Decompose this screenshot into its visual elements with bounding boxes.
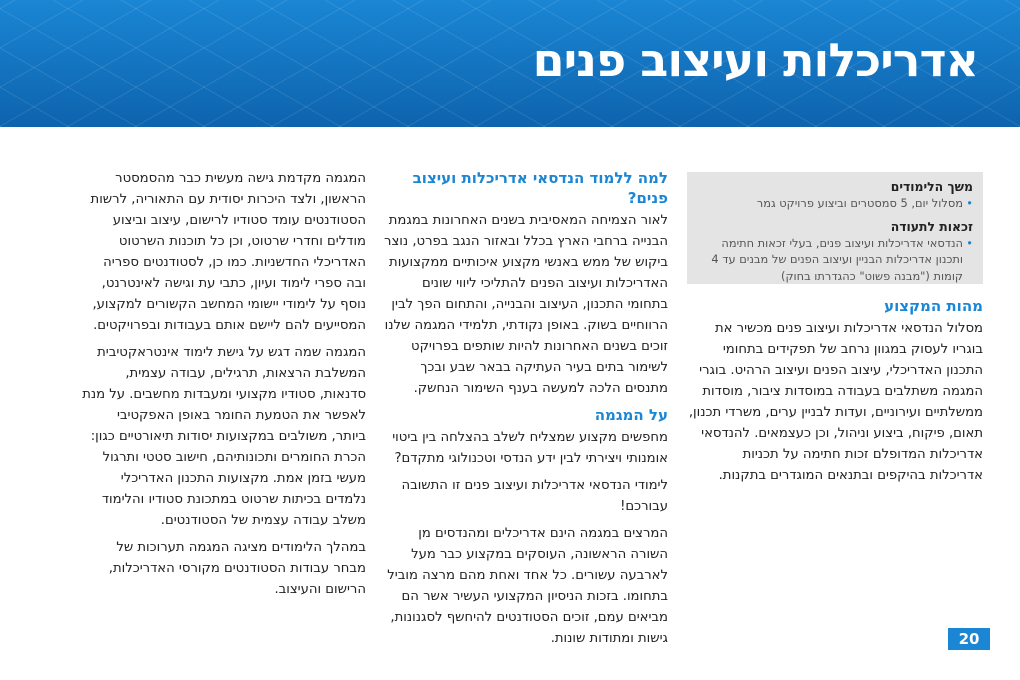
about-paragraph: המרצים במגמה הינם אדריכלים ומהנדסים מן השורה הראשונה, העוסקים במקצוע כבר מעל לארבעה עשורים. כל אחד ואחת מהם מרצה מוביל בתחומו. בזכות הניסיון המקצועי העשיר אשר הם מביאים עמם, זוכים הסטודנטים להיחשף לסגנונות, גישות ומתודות שונות. (387, 526, 668, 646)
left-paragraph: המגמה שמה דגש על גישת לימוד אינטראקטיבית המשלבת הרצאות, תרגילים, עבודה עצמית, סדנאות, סטודיו מקצועי ומעבדות מחשבים. על מנת לאפשר את הטמעת החומר באופן האפקטיבי ביותר, משולבים במקצועות יסודות תיאורטיים כגון: הכרת החומרים ותכונותיהם, חישוב סטטי ותרגול מעשי בזמן אמת. מקצועות התכנון האדריכלי נלמדים בכיתות שרטוט במתכונת סטודיו והלימוד משלב עבודה עצמית של הסטודנטים. (82, 345, 366, 528)
about-paragraph: לימודי הנדסאי אדריכלות ועיצוב פנים זו התשובה עבורכם! (401, 478, 668, 514)
essence-title: מהות המקצוע (884, 297, 983, 315)
left-paragraph: המגמה מקדמת גישה מעשית כבר מהסמסטר הראשון, ולצד היכרות יסודית עם התאוריה, לרשות הסטודנטים עומד סטודיו לרישום, עיצוב וביצוע מודלים וחדרי שרטוט, וכן כל תוכנות השרטוט האדריכלי החדשניות. כמו כן, לסטודנטים ספריה ובה ספרי לימוד ועיון, כתבי עת וגישה לאינטרנט, נוסף על לימודי יישומי המחשב הקשורים למקצוע, המסייעים להם ליישם אותם בעבודות ובפרויקטים. (90, 171, 366, 333)
list-item: • הנדסאי אדריכלות ועיצוב פנים, בעלי זכאות חתימה ותכנון אדריכלות הבניין ועיצוב הפנים של מבנים עד 4 קומות ("מבנה פשוט" כהגדרתו בחוק) (695, 235, 973, 285)
why-title: למה ללמוד הנדסאי אדריכלות ועיצוב פנים? (412, 169, 668, 207)
essence-text: מסלול הנדסאי אדריכלות ועיצוב פנים מכשיר את בוגריו לעסוק במגוון נרחב של תפקידים בתחומי התכנון האדריכלי, עיצוב הפנים ועיצוב הרהיט. בוגרי המגמה משתלבים בעבודה במוסדות ציבור, מוסדות ממשלתיים ועירוניים, ועדות לבניין ערים, משרדי תכנון, תאום, פיקוח, ביצוע וניהול, וכן כעצמאים. להנדסאי אדריכלות המדופלם זכות חתימה על תכניות אדריכלות בהיקפים ובתנאים המוגדרים בתקנות. (688, 321, 983, 483)
duration-list (695, 195, 973, 212)
header-banner (0, 0, 1020, 127)
left-paragraph: במהלך הלימודים מציגה המגמה תערוכות של מבחר עבודות הסטודנטים מקורסי האדריכלות, הרישום והעיצוב. (108, 540, 366, 597)
essence-section (687, 296, 983, 492)
left-column (82, 168, 366, 606)
list-item: • מסלול יום, 5 סמסטרים וביצוע פרויקט גמר (695, 195, 973, 212)
about-title: על המגמה (594, 406, 668, 424)
program-info-box (687, 172, 983, 284)
duration-heading: משך הלימודים (890, 179, 973, 194)
about-paragraph: מחפשים מקצוע שמצליח לשלב בהצלחה בין ביטוי אומנותי ויצירתי לבין ידע הנדסי וטכנולוגי מתקדם? (392, 430, 668, 466)
certificate-heading: זכאות לתעודה (890, 218, 973, 234)
why-text: לאור הצמיחה המאסיבית בשנים האחרונות במגמת הבנייה ברחבי הארץ בכלל ובאזור הנגב בפרט, נוצר ביקוש של ממש באנשי מקצוע איכותיים ממקצועות האדריכלות ועיצוב הפנים להתליכי ליווי שונים בתחומי התכנון, העיצוב והבנייה, והתחום הפך לבין הרווחיים בשוק. באופן נקודתי, תלמידי המגמה שלנו זוכים בשנים האחרונות להיות שותפים בפרויקט לשימור בתים בעיר העתיקה בבאר שבע ובכך מתנסים הלכה למעשה בענף השימור הנחשק. (384, 213, 668, 396)
page-title: אדריכלות ועיצוב פנים (532, 33, 978, 87)
certificate-list (695, 235, 973, 285)
page-number: 20 (948, 628, 990, 650)
middle-column (384, 168, 668, 655)
